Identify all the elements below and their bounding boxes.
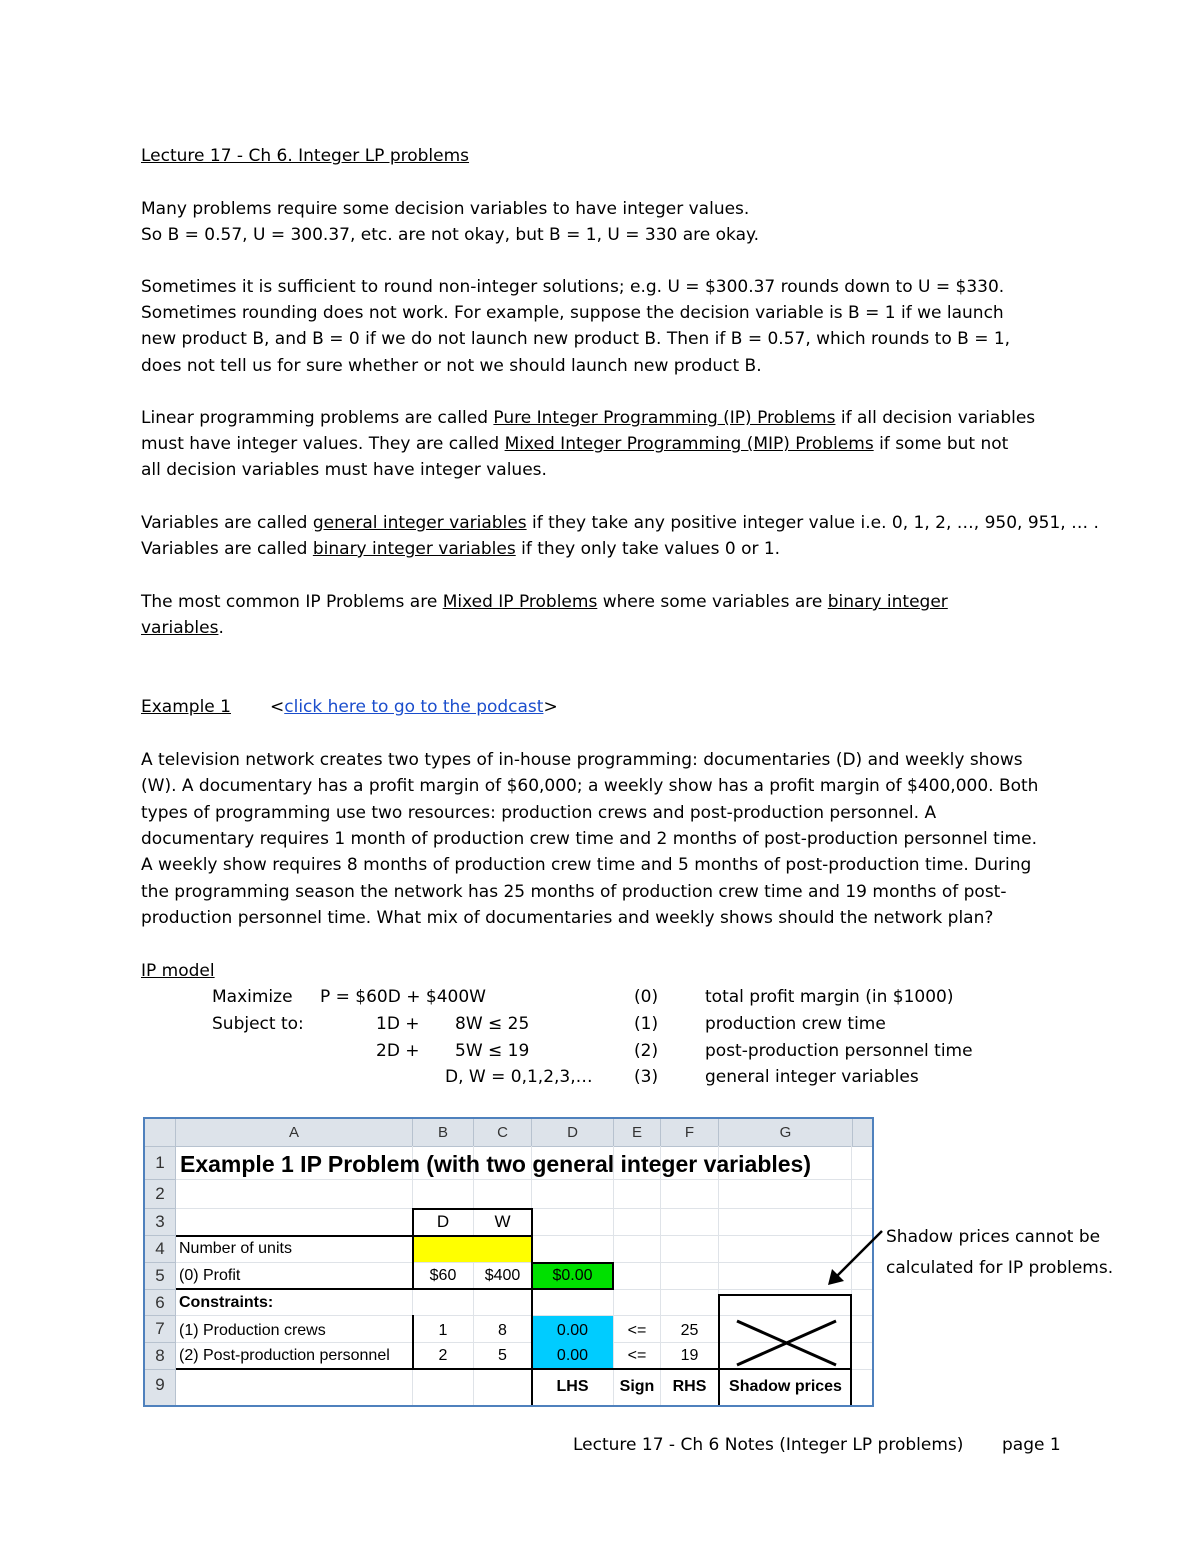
- border: [412, 1208, 532, 1210]
- term-general-integer: general integer variables: [312, 513, 527, 533]
- column-header-row: [145, 1119, 872, 1147]
- row-header: 2: [145, 1180, 176, 1209]
- header-d: D: [436, 1212, 450, 1231]
- constraint-2-d: 2D +: [376, 1041, 420, 1061]
- term-mip: Mixed Integer Programming (MIP) Problems: [504, 434, 874, 454]
- constraint-1-rhs: 25: [680, 1322, 699, 1339]
- column-header-e: E: [614, 1119, 661, 1146]
- constraint-1-w: 8W ≤ 25: [455, 1014, 530, 1034]
- paragraph-line: types of programming use two resources: production crews and post-production personnel. A: [141, 803, 937, 823]
- paragraph-line: A weekly show requires 8 months of production crew time and 5 months of post-production time. During: [141, 855, 1032, 875]
- objective-function: P = $60D + $400W: [320, 987, 486, 1007]
- term-mixed-ip: Mixed IP Problems: [442, 592, 598, 612]
- paragraph-line: all decision variables must have integer values.: [141, 460, 547, 480]
- paragraph-line: Linear programming problems are called Pure Integer Programming (IP) Problems if all decision variables: [141, 408, 1036, 428]
- shadow-prices-label: Shadow prices: [729, 1378, 842, 1395]
- constraint-1-w: 8: [498, 1322, 507, 1339]
- decision-cells[interactable]: [413, 1236, 531, 1262]
- term-binary: binary integer: [827, 592, 948, 612]
- constraint-2-w: 5: [498, 1347, 507, 1364]
- border: [531, 1369, 533, 1405]
- eq-description: production crew time: [705, 1014, 886, 1034]
- paragraph-line: the programming season the network has 25 months of production crew time and 19 months of post-: [141, 882, 1007, 902]
- paragraph-line: must have integer values. They are called Mixed Integer Programming (MIP) Problems if some but not: [141, 434, 1009, 454]
- paragraph-line: So B = 0.57, U = 300.37, etc. are not okay, but B = 1, U = 330 are okay.: [141, 225, 760, 245]
- paragraph-line: Sometimes it is sufficient to round non-integer solutions; e.g. U = $300.37 rounds down to U = $330.: [141, 277, 1005, 297]
- paragraph-line: Sometimes rounding does not work. For example, suppose the decision variable is B = 1 if we launch: [141, 303, 1004, 323]
- cross-out-icon: [734, 1318, 839, 1368]
- term-pure-ip: Pure Integer Programming (IP) Problems: [493, 408, 836, 428]
- column-header-c: C: [474, 1119, 532, 1146]
- paragraph-line: A television network creates two types of in-house programming: documentaries (D) and weekly shows: [141, 750, 1023, 770]
- select-all-corner: [145, 1119, 176, 1146]
- eq-number: (0): [634, 987, 659, 1007]
- spreadsheet: [143, 1117, 874, 1407]
- constraint-2-d: 2: [438, 1347, 448, 1364]
- constraint-2-lhs: 0.00: [556, 1347, 589, 1364]
- arrow-shaft: [834, 1231, 882, 1279]
- paragraph-line: new product B, and B = 0 if we do not launch new product B. Then if B = 0.57, which rounds to B = 1,: [141, 329, 1011, 349]
- border: [718, 1294, 852, 1296]
- border: [531, 1208, 533, 1290]
- row-header: 9: [145, 1370, 176, 1406]
- sign-label: Sign: [619, 1378, 655, 1395]
- constraint-1-label: (1) Production crews: [179, 1322, 326, 1339]
- rhs-label: RHS: [672, 1378, 707, 1395]
- border: [412, 1315, 414, 1370]
- maximize-label: Maximize: [212, 987, 293, 1007]
- header-w: W: [494, 1212, 511, 1231]
- podcast-link-wrapper: <click here to go to the podcast>: [270, 697, 558, 717]
- eq-description: general integer variables: [705, 1067, 919, 1087]
- paragraph-line: documentary requires 1 month of production crew time and 2 months of post-production personnel time.: [141, 829, 1037, 849]
- units-label: Number of units: [179, 1240, 292, 1257]
- column-header-b: B: [413, 1119, 474, 1146]
- border: [850, 1294, 852, 1405]
- constraint-2-sign: <=: [627, 1347, 647, 1364]
- sheet-title: Example 1 IP Problem (with two general integer variables): [180, 1151, 811, 1177]
- constraint-1-lhs: 0.00: [556, 1322, 589, 1339]
- border: [412, 1208, 414, 1290]
- border: [176, 1288, 532, 1290]
- row-header: 6: [145, 1290, 176, 1316]
- border: [531, 1288, 614, 1290]
- subject-to-label: Subject to:: [212, 1014, 304, 1034]
- constraints-label: Constraints:: [179, 1294, 274, 1311]
- eq-number: (1): [634, 1014, 659, 1034]
- shadow-price-note: Shadow prices cannot be: [886, 1227, 1101, 1247]
- border: [531, 1368, 852, 1370]
- paragraph-line: production personnel time. What mix of documentaries and weekly shows should the network plan?: [141, 908, 994, 928]
- row-header: 8: [145, 1343, 176, 1370]
- column-header-f: F: [661, 1119, 719, 1146]
- paragraph-line: (W). A documentary has a profit margin of $60,000; a weekly show has a profit margin of $400,000. Both: [141, 776, 1039, 796]
- paragraph-line: variables.: [141, 618, 224, 638]
- column-header-d: D: [532, 1119, 614, 1146]
- constraint-2-label: (2) Post-production personnel: [179, 1347, 390, 1364]
- row-header: 3: [145, 1209, 176, 1236]
- row-header: 1: [145, 1147, 176, 1180]
- profit-d: $60: [429, 1267, 457, 1284]
- eq-description: total profit margin (in $1000): [705, 987, 954, 1007]
- row-header: 7: [145, 1316, 176, 1343]
- paragraph-line: Variables are called general integer variables if they take any positive integer value i.e. 0, 1, 2, …, 950, 951, … .: [141, 513, 1099, 533]
- constraint-2-w: 5W ≤ 19: [455, 1041, 530, 1061]
- border: [176, 1368, 532, 1370]
- paragraph-line: The most common IP Problems are Mixed IP Problems where some variables are binary integer: [141, 592, 948, 612]
- example-heading: Example 1: [141, 697, 231, 717]
- page-title: Lecture 17 - Ch 6. Integer LP problems: [141, 146, 470, 166]
- eq-number: (3): [634, 1067, 659, 1087]
- eq-description: post-production personnel time: [705, 1041, 973, 1061]
- paragraph-line: Variables are called binary integer variables if they only take values 0 or 1.: [141, 539, 781, 559]
- constraint-1-d: 1: [438, 1322, 448, 1339]
- row-header: 4: [145, 1236, 176, 1263]
- column-header-g: G: [719, 1119, 853, 1146]
- page-number: page 1: [1002, 1435, 1061, 1455]
- term-binary-integer: binary integer variables: [312, 539, 516, 559]
- constraint-3: D, W = 0,1,2,3,…: [445, 1067, 593, 1087]
- border: [531, 1289, 533, 1370]
- row-header: 5: [145, 1263, 176, 1290]
- podcast-link[interactable]: click here to go to the podcast: [284, 697, 544, 717]
- column-header-a: A: [176, 1119, 413, 1146]
- ip-model-heading: IP model: [141, 961, 215, 981]
- border: [612, 1262, 614, 1290]
- constraint-1-d: 1D +: [376, 1014, 420, 1034]
- term-variables: variables: [141, 618, 219, 638]
- profit-total: $0.00: [552, 1267, 593, 1284]
- lhs-label: LHS: [556, 1378, 589, 1395]
- constraint-2-rhs: 19: [680, 1347, 699, 1364]
- paragraph-line: Many problems require some decision variables to have integer values.: [141, 199, 750, 219]
- border: [176, 1235, 532, 1237]
- page-footer: Lecture 17 - Ch 6 Notes (Integer LP problems): [573, 1435, 964, 1455]
- arrow-icon: [820, 1225, 890, 1290]
- profit-w: $400: [484, 1267, 521, 1284]
- constraint-1-sign: <=: [627, 1322, 647, 1339]
- paragraph-line: does not tell us for sure whether or not we should launch new product B.: [141, 356, 762, 376]
- border: [531, 1262, 614, 1264]
- profit-label: (0) Profit: [179, 1267, 241, 1284]
- eq-number: (2): [634, 1041, 659, 1061]
- shadow-price-note: calculated for IP problems.: [886, 1258, 1114, 1278]
- border: [718, 1294, 720, 1405]
